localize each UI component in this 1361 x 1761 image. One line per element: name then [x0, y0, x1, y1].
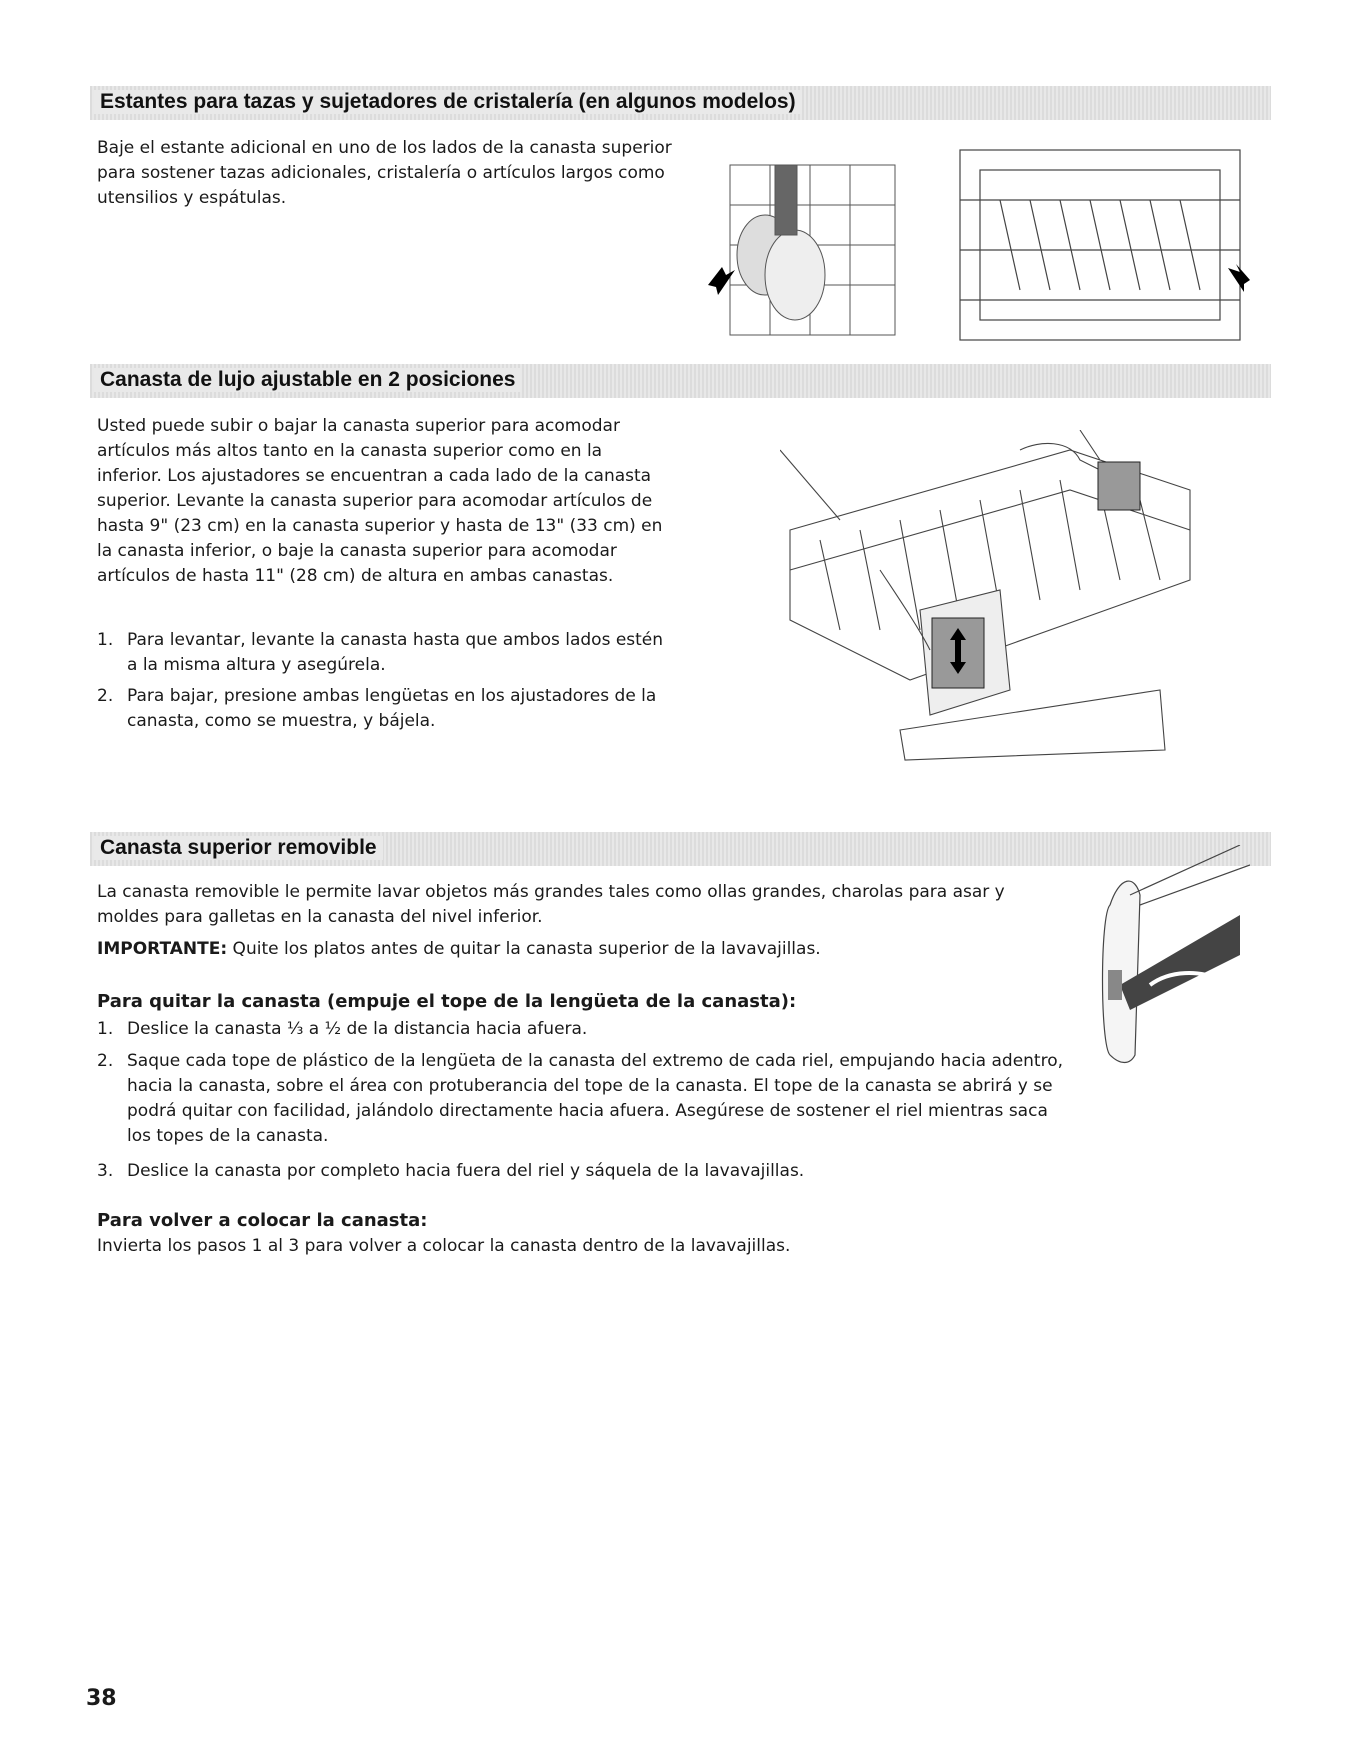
cup-shelf-illustration — [700, 145, 910, 345]
list-item-text: Para levantar, levante la canasta hasta que ambos lados estén a la misma altura y asegúrela. — [127, 630, 664, 675]
adjustable-rack-illustration — [780, 430, 1200, 770]
section-header-band — [90, 364, 1271, 398]
list-item-number: 2. — [97, 686, 114, 706]
list-item — [97, 628, 677, 678]
section-title-cup-shelves: Estantes para tazas y sujetadores de cristalería (en algunos modelos) — [94, 90, 802, 114]
cup-shelves-paragraph: Baje el estante adicional en uno de los lados de la canasta superior para sostener tazas adicionales, cristalería o artículos largos como utensilios y espátulas. — [97, 138, 672, 208]
list-item-number: 2. — [97, 1051, 114, 1071]
replace-paragraph: Invierta los pasos 1 al 3 para volver a colocar la canasta dentro de la lavavajillas. — [97, 1236, 791, 1256]
removable-rack-paragraph: La canasta removible le permite lavar objetos más grandes tales como ollas grandes, charolas para asar y moldes para galletas en la canasta del nivel inferior. — [97, 882, 1005, 927]
list-item-number: 3. — [97, 1161, 114, 1181]
list-item — [97, 1049, 1097, 1149]
list-item-number: 1. — [97, 1019, 114, 1039]
cup-shelf-rack-illustration — [940, 140, 1260, 350]
section-title-removable-rack: Canasta superior removible — [94, 836, 383, 860]
section-header-band — [90, 86, 1271, 120]
important-label: IMPORTANTE: — [97, 939, 228, 959]
list-item-number: 1. — [97, 630, 114, 650]
list-item — [97, 684, 677, 734]
section-title-adjustable-rack: Canasta de lujo ajustable en 2 posiciones — [94, 368, 521, 392]
list-item-text: Para bajar, presione ambas lengüetas en los ajustadores de la canasta, como se muestra, y bájela. — [127, 686, 657, 731]
list-item-text: Saque cada tope de plástico de la lengüeta de la canasta del extremo de cada riel, empujando hacia adentro, hacia la canasta, sobre el área con protuberancia del tope de la canasta. El tope de la canasta se abrirá y se podrá quitar con facilidad, jalándolo directamente hacia afuera. Asegúrese de sostener el riel mientras saca los topes de la canasta. — [127, 1051, 1064, 1146]
list-item — [97, 1159, 1097, 1184]
list-item — [97, 1017, 1097, 1042]
important-text: Quite los platos antes de quitar la canasta superior de la lavavajillas. — [227, 939, 821, 959]
rack-stop-illustration — [1090, 845, 1250, 1065]
important-note — [97, 937, 1037, 962]
page-number: 38 — [86, 1686, 117, 1711]
replace-heading: Para volver a colocar la canasta: — [97, 1210, 428, 1231]
list-item-text: Deslice la canasta por completo hacia fuera del riel y sáquela de la lavavajillas. — [127, 1161, 805, 1181]
list-item-text: Deslice la canasta ⅓ a ½ de la distancia hacia afuera. — [127, 1019, 588, 1039]
remove-heading: Para quitar la canasta (empuje el tope de la lengüeta de la canasta): — [97, 991, 797, 1012]
adjustable-rack-paragraph: Usted puede subir o bajar la canasta superior para acomodar artículos más altos tanto en la canasta superior como en la inferior. Los ajustadores se encuentran a cada lado de la canasta superior. Levante la canasta superior para acomodar artículos de hasta 9" (23 cm) en la canasta superior y hasta de 13" (33 cm) en la canasta inferior, o baje la canasta superior para acomodar artículos de hasta 11" (28 cm) de altura en ambas canastas. — [97, 416, 663, 586]
